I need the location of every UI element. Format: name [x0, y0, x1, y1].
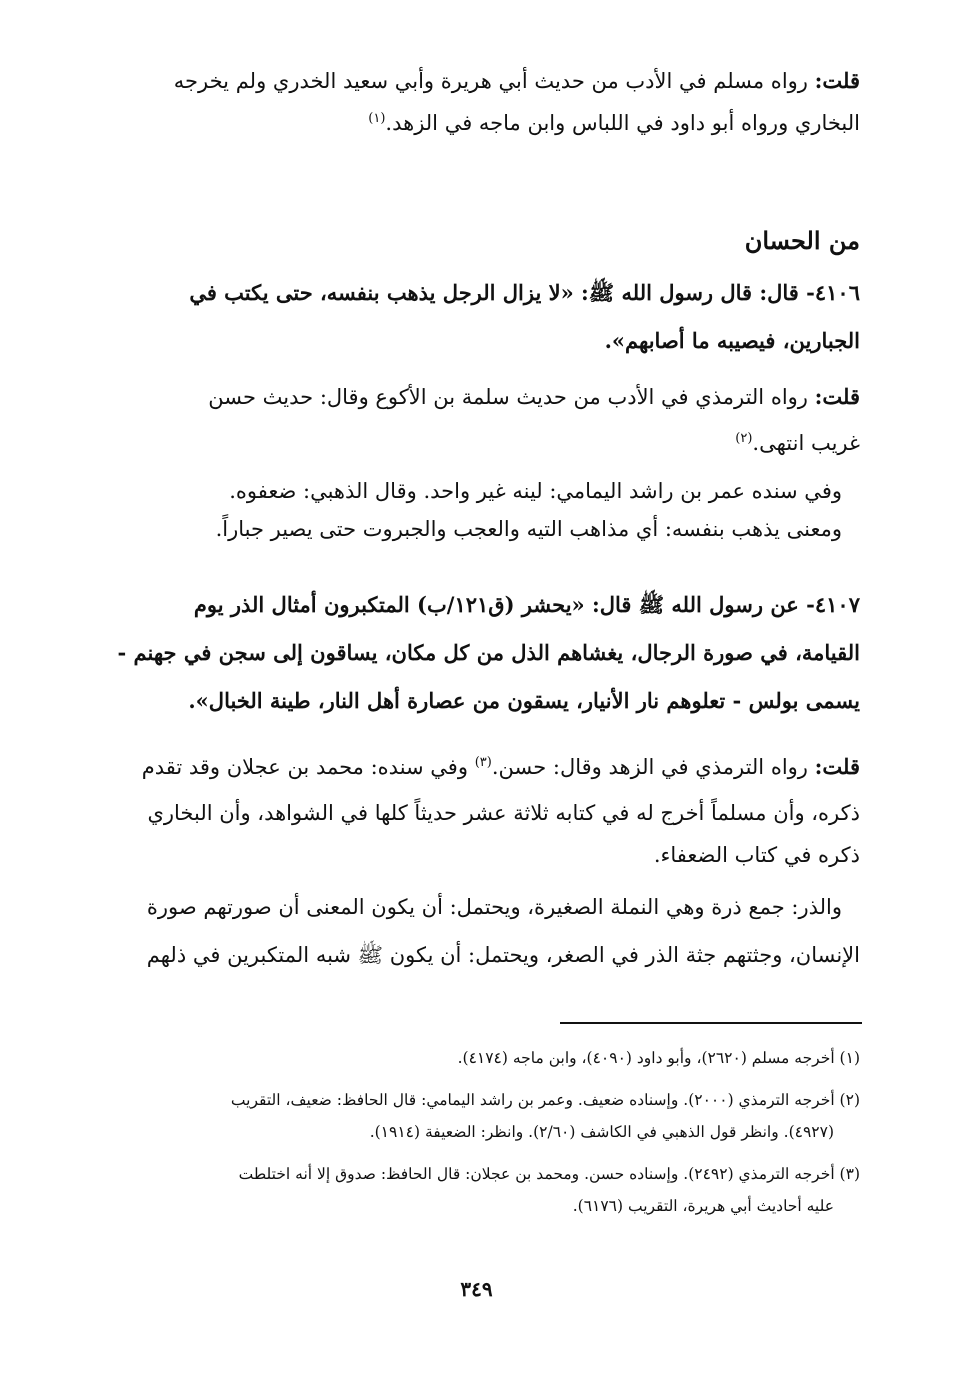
text-line	[80, 62, 860, 100]
text-line: ذكره في كتاب الضعفاء.	[653, 843, 860, 867]
lead-word: قلت:	[814, 754, 860, 779]
text-span: رواه مسلم في الأدب من حديث أبي هريرة وأبي سعيد الخدري ولم يخرجه	[173, 69, 808, 93]
text-line: وفي سنده عمر بن راشد اليمامي: لينه غير واحد. وقال الذهبي: ضعفوه.	[229, 479, 842, 503]
footnotes	[80, 1042, 860, 1222]
footnote-2-continued: (٤٩٢٧). وانظر قول الذهبي في الكاشف (٢/٦٠). وانظر: الضعيفة (١٩١٤).	[369, 1123, 834, 1141]
text-line	[80, 378, 860, 416]
text-span: وفي سنده: محمد بن عجلان وقد تقدم	[141, 755, 468, 779]
text-span: البخاري ورواه أبو داود في اللباس وابن ماجه في الزهد.	[385, 111, 860, 135]
text-line: ذكره، وأن مسلماً أخرج له في كتابه ثلاثة عشر حديثاً كلها في الشواهد، وأن البخاري	[147, 801, 860, 825]
footnote-3-continued: عليه أحاديث أبي هريرة، التقريب (٦١٧٦).	[572, 1197, 834, 1215]
paragraph-qult-1	[80, 62, 860, 142]
lead-word: قلت:	[814, 68, 860, 93]
paragraph-qult-3	[80, 748, 860, 974]
hadith-line: يسمى بولس - تعلوهم نار الأنيار، يسقون من عصارة أهل النار، طينة الخبال».	[188, 688, 860, 713]
hadith-line: ٤١٠٧- عن رسول الله ﷺ قال: «يحشر (ق١٢١/ب) المتكبرون أمثال الذر يوم	[193, 592, 860, 617]
footnote-1: (١) أخرجه مسلم (٢٦٢٠)، وأبو داود (٤٠٩٠)، وابن ماجه (٤١٧٤).	[457, 1049, 860, 1067]
footnote-ref-1: (١)	[368, 111, 386, 126]
text-span: رواه الترمذي في الزهد وقال: حسن.	[491, 755, 808, 779]
paragraph-qult-2	[80, 378, 860, 548]
section-title: من الحسان	[744, 226, 860, 255]
footnote-2: (٢) أخرجه الترمذي (٢٠٠٠). وإسناده ضعيف. وعمر بن راشد اليمامي: قال الحافظ: ضعيف، التقريب	[230, 1091, 860, 1109]
text-line	[80, 424, 860, 462]
hadith-line: ٤١٠٦- قال: قال رسول الله ﷺ: «لا يزال الرجل يذهب بنفسه، حتى يكتب في	[189, 280, 860, 305]
hadith-4107	[80, 586, 860, 720]
footnote-separator	[560, 1022, 862, 1024]
hadith-line: القيامة، في صورة الرجال، يغشاهم الذل من كل مكان، يساقون إلى سجن في جهنم -	[117, 640, 860, 665]
section-heading	[80, 222, 860, 260]
footnote-ref-3: (٣)	[474, 755, 492, 770]
footnote-3: (٣) أخرجه الترمذي (٢٤٩٢). وإسناده حسن. ومحمد بن عجلان: قال الحافظ: صدوق إلا أنه اختلطت	[238, 1165, 860, 1183]
text-line: ومعنى يذهب بنفسه: أي مذاهب التيه والعجب والجبروت حتى يصير جباراً.	[215, 517, 842, 541]
text-span: رواه الترمذي في الأدب من حديث سلمة بن الأكوع وقال: حديث حسن	[208, 385, 808, 409]
lead-word: قلت:	[814, 384, 860, 409]
hadith-4106	[80, 274, 860, 360]
text-line	[80, 748, 860, 786]
footnote-ref-2: (٢)	[735, 431, 753, 446]
text-line: الإنسان، وجثتهم جثة الذر في الصغر، ويحتمل: أن يكون ﷺ شبه المتكبرين في ذلهم	[146, 943, 860, 967]
text-line: والذر: جمع ذرة وهي النملة الصغيرة، ويحتمل: أن يكون المعنى أن صورتهم صورة	[146, 895, 842, 919]
page-number: ٣٤٩	[460, 1277, 493, 1301]
text-line	[80, 104, 860, 142]
hadith-line: الجبارين، فيصيبه ما أصابهم».	[604, 328, 860, 353]
text-span: غريب انتهى.	[752, 431, 860, 455]
